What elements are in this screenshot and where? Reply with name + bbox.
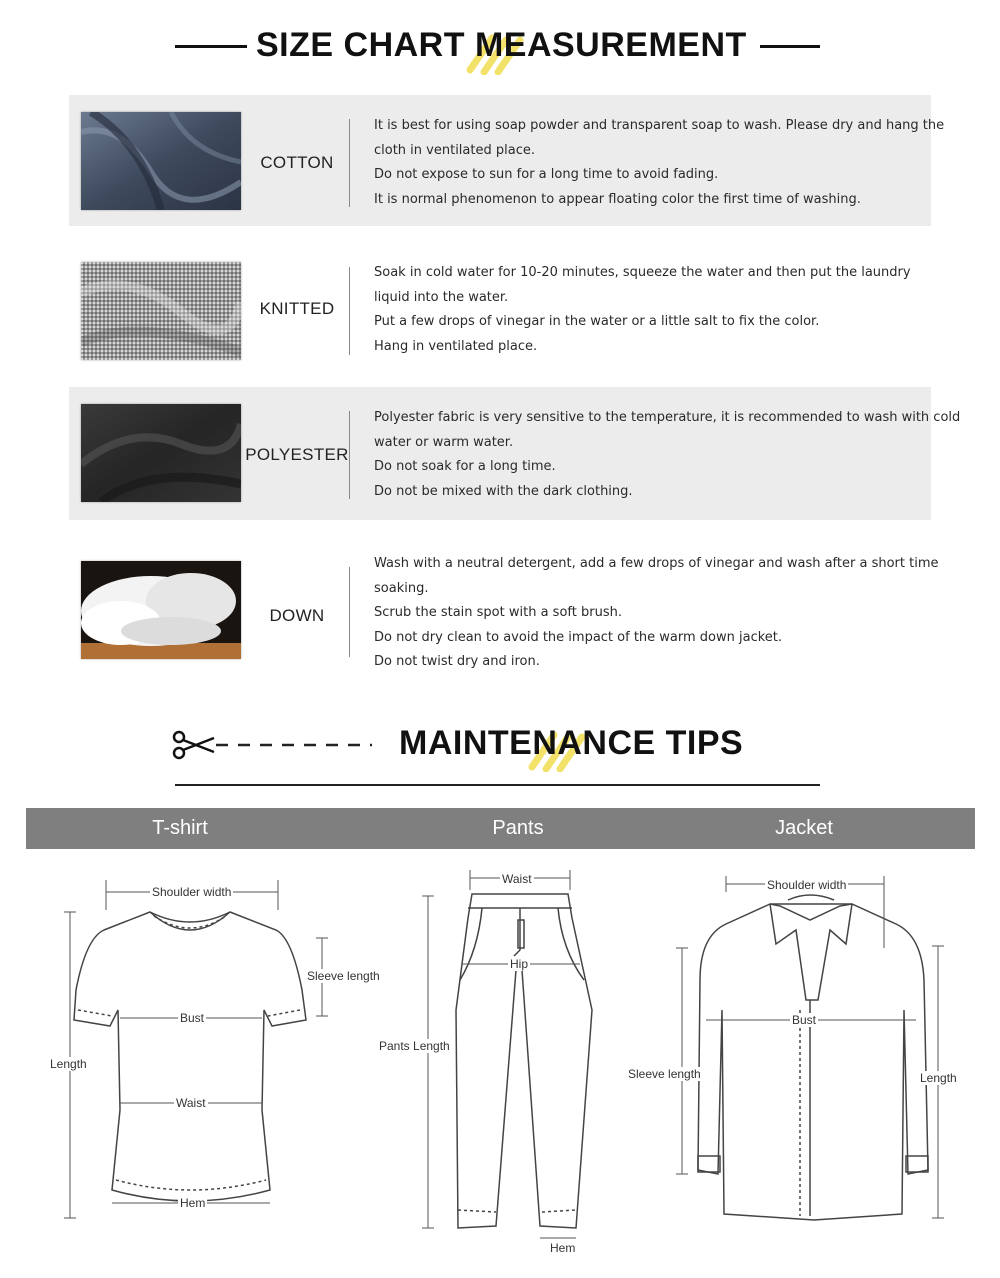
fabric-divider (349, 267, 350, 355)
fabric-row-polyester (69, 387, 961, 520)
tshirt-sleeve-length-label: Sleeve length (307, 969, 380, 983)
fabric-row-cotton (69, 95, 945, 226)
knitted-swatch-image (81, 262, 241, 360)
polyester-swatch-image (81, 404, 241, 502)
fabric-name-down: DOWN (269, 606, 325, 625)
jacket-sleeve-length-label: Sleeve length (628, 1067, 701, 1081)
fabric-name-knitted: KNITTED (259, 299, 335, 318)
fabric-description-knitted: Soak in cold water for 10-20 minutes, squeeze the water and then put the laundry liquid into the water. Put a few drops of vinegar in the water or a little salt to fix the color. Hang in ventilated place. (374, 265, 911, 354)
jacket-bust-label: Bust (792, 1013, 817, 1027)
tshirt-diagram (0, 860, 400, 1240)
fabric-description-polyester: Polyester fabric is very sensitive to the temperature, it is recommended to wash with cold water or warm water. Do not soak for a long time. Do not be mixed with the dark clothing. (374, 410, 961, 499)
size-chart-heading: SIZE CHART MEASUREMENT (256, 26, 747, 64)
tshirt-waist-label: Waist (176, 1096, 206, 1110)
pants-hip-label: Hip (510, 957, 529, 971)
fabric-description-cotton: It is best for using soap powder and transparent soap to wash. Please dry and hang the cloth in ventilated place. Do not expose to sun for a long time to avoid fading. It is normal phenomenon to appear floating color the first time of washing. (374, 118, 945, 207)
tshirt-bust-label: Bust (180, 1011, 205, 1025)
pants-length-label: Pants Length (379, 1039, 450, 1053)
fabric-name-polyester: POLYESTER (245, 445, 349, 464)
heading-rule-right (760, 45, 820, 48)
tshirt-shoulder-width-label: Shoulder width (152, 885, 232, 899)
jacket-shoulder-width-label: Shoulder width (767, 878, 847, 892)
tshirt-hem-label: Hem (180, 1196, 206, 1210)
garment-title-tshirt: T-shirt (152, 817, 208, 839)
maintenance-tips-heading: MAINTENANCE TIPS (399, 724, 744, 762)
fabric-description-down: Wash with a neutral detergent, add a few drops of vinegar and wash after a short time soaking. Scrub the stain spot with a soft brush. Do not dry clean to avoid the impact of the warm down jacket. Do not twist dry and iron. (374, 556, 939, 669)
fabric-row-down (69, 541, 939, 681)
jacket-diagram (620, 860, 980, 1240)
fabric-row-knitted (69, 243, 931, 374)
garment-title-jacket: Jacket (775, 817, 833, 839)
tshirt-length-label: Length (50, 1057, 87, 1071)
garment-type-bar (26, 808, 975, 849)
pants-waist-label: Waist (502, 872, 532, 886)
jacket-length-label: Length (920, 1071, 957, 1085)
fabric-name-cotton: COTTON (260, 153, 334, 172)
fabric-divider (349, 119, 350, 207)
maintenance-rule (175, 784, 820, 786)
garment-title-pants: Pants (492, 817, 544, 839)
cotton-swatch-image (81, 112, 241, 210)
scissors-icon (172, 730, 216, 760)
pants-hem-label: Hem (550, 1241, 576, 1255)
cut-line-dashes (216, 743, 372, 747)
heading-rule-left (175, 45, 247, 48)
fabric-divider (349, 567, 350, 657)
pants-diagram (370, 860, 610, 1260)
down-swatch-image (81, 561, 241, 659)
fabric-divider (349, 411, 350, 499)
